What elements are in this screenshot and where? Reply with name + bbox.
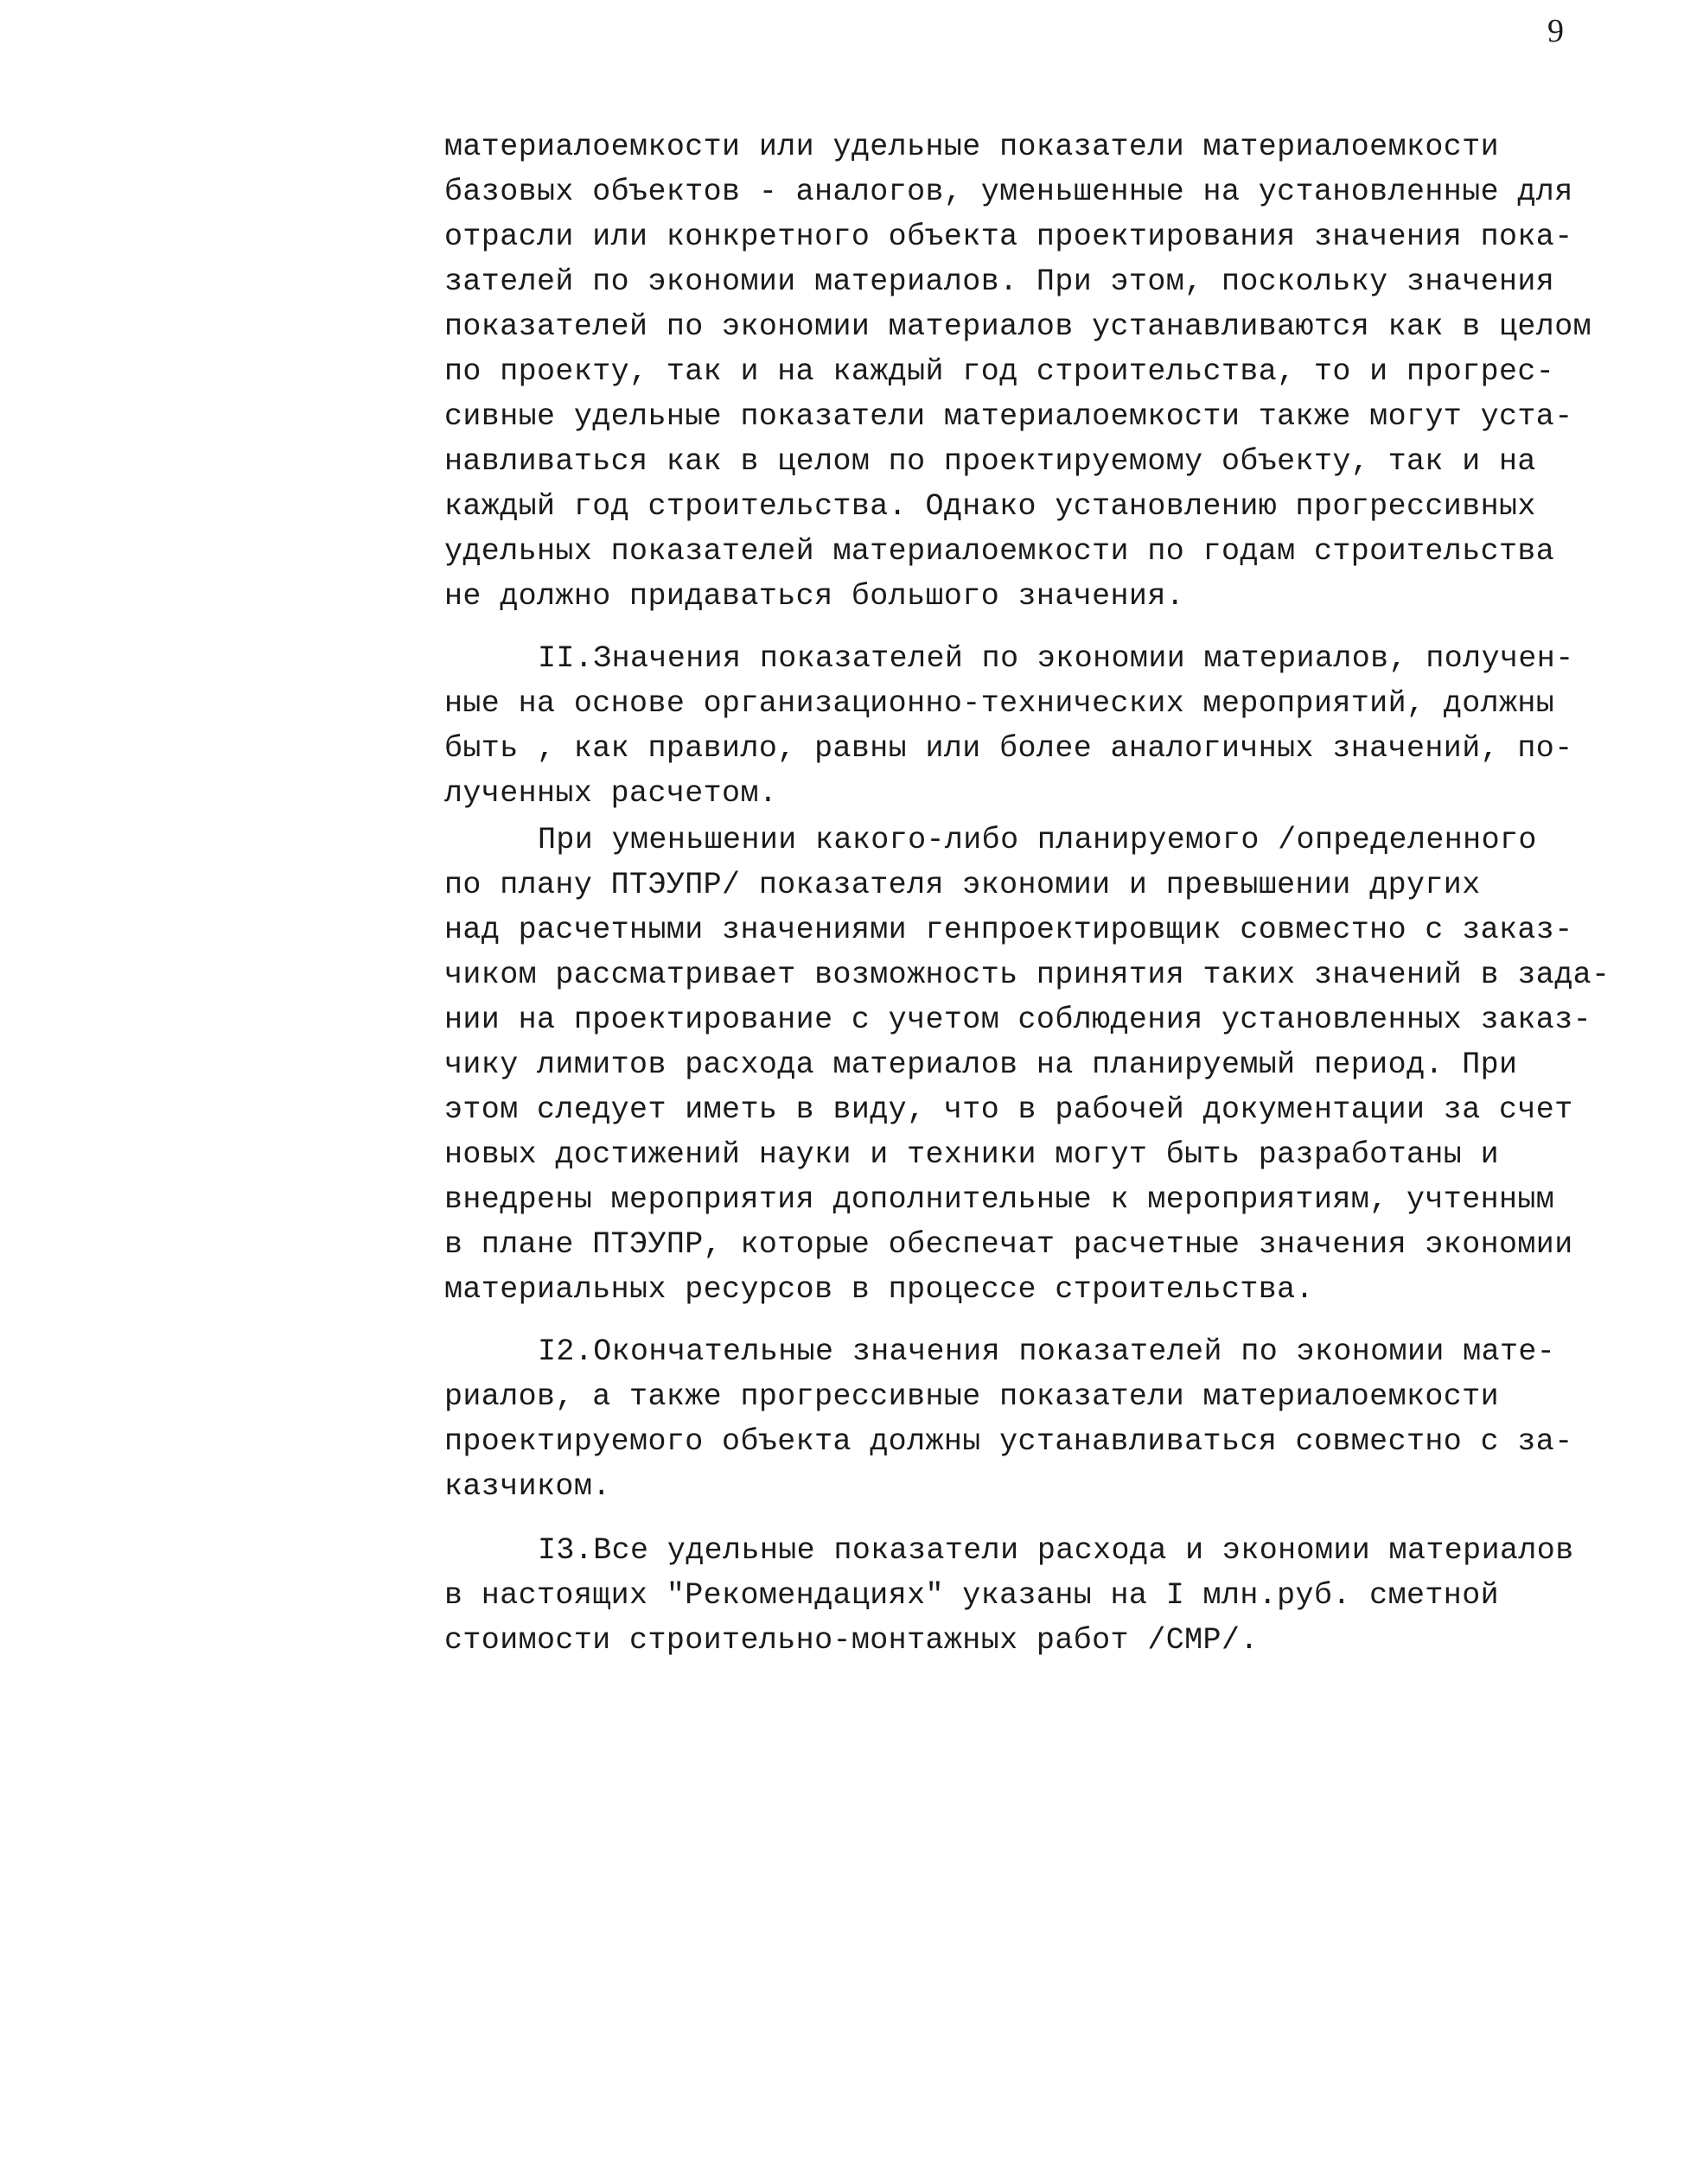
text-line: проектируемого объекта должны устанавливаться совместно с за- <box>444 1424 1573 1459</box>
text-line: чику лимитов расхода материалов на планируемый период. При <box>444 1047 1518 1082</box>
text-line: каждый год строительства. Однако установлению прогрессивных <box>444 489 1536 524</box>
text-line: отрасли или конкретного объекта проектирования значения пока- <box>444 220 1573 254</box>
text-line: чиком рассматривает возможность принятия таких значений в зада- <box>444 958 1611 992</box>
text-line: базовых объектов - аналогов, уменьшенные на установленные для <box>444 175 1573 209</box>
text-line: При уменьшении какого-либо планируемого /определенного <box>538 823 1537 857</box>
text-line: материалоемкости или удельные показатели материалоемкости <box>444 130 1499 164</box>
text-line: казчиком. <box>444 1469 611 1504</box>
text-line: внедрены мероприятия дополнительные к мероприятиям, учтенным <box>444 1182 1555 1217</box>
text-line: удельных показателей материалоемкости по годам строительства <box>444 534 1555 569</box>
text-line: навливаться как в целом по проектируемому объекту, так и на <box>444 444 1536 479</box>
text-line: в настоящих "Рекомендациях" указаны на I млн.руб. сметной <box>444 1578 1499 1613</box>
text-line: показателей по экономии материалов устанавливаются как в целом <box>444 309 1592 344</box>
text-line: не должно придаваться большого значения. <box>444 579 1185 614</box>
text-line: I3.Все удельные показатели расхода и экономии материалов <box>538 1533 1574 1568</box>
text-line: I2.Окончательные значения показателей по экономии мате- <box>538 1334 1556 1369</box>
text-line: по плану ПТЭУПР/ показателя экономии и превышении других <box>444 868 1481 902</box>
text-line: этом следует иметь в виду, что в рабочей документации за счет <box>444 1092 1573 1127</box>
text-line: по проекту, так и на каждый год строительства, то и прогрес- <box>444 354 1555 389</box>
text-line: ные на основе организационно-технических мероприятий, должны <box>444 686 1555 721</box>
text-line: материальных ресурсов в процессе строительства. <box>444 1272 1314 1307</box>
text-line: II.Значения показателей по экономии материалов, получен- <box>538 641 1574 676</box>
text-line: в плане ПТЭУПР, которые обеспечат расчетные значения экономии <box>444 1227 1573 1262</box>
text-line: стоимости строительно-монтажных работ /СМР/. <box>444 1623 1259 1658</box>
text-line: над расчетными значениями генпроектировщик совместно с заказ- <box>444 913 1573 947</box>
text-line: нии на проектирование с учетом соблюдения установленных заказ- <box>444 1003 1592 1037</box>
text-line: лученных расчетом. <box>444 776 778 811</box>
text-line: быть , как правило, равны или более аналогичных значений, по- <box>444 731 1573 766</box>
text-line: сивные удельные показатели материалоемкости также могут уста- <box>444 399 1573 434</box>
text-line: риалов, а также прогрессивные показатели материалоемкости <box>444 1379 1499 1414</box>
page-number: 9 <box>1547 13 1564 49</box>
text-line: зателей по экономии материалов. При этом, поскольку значения <box>444 264 1555 299</box>
text-line: новых достижений науки и техники могут быть разработаны и <box>444 1137 1499 1172</box>
